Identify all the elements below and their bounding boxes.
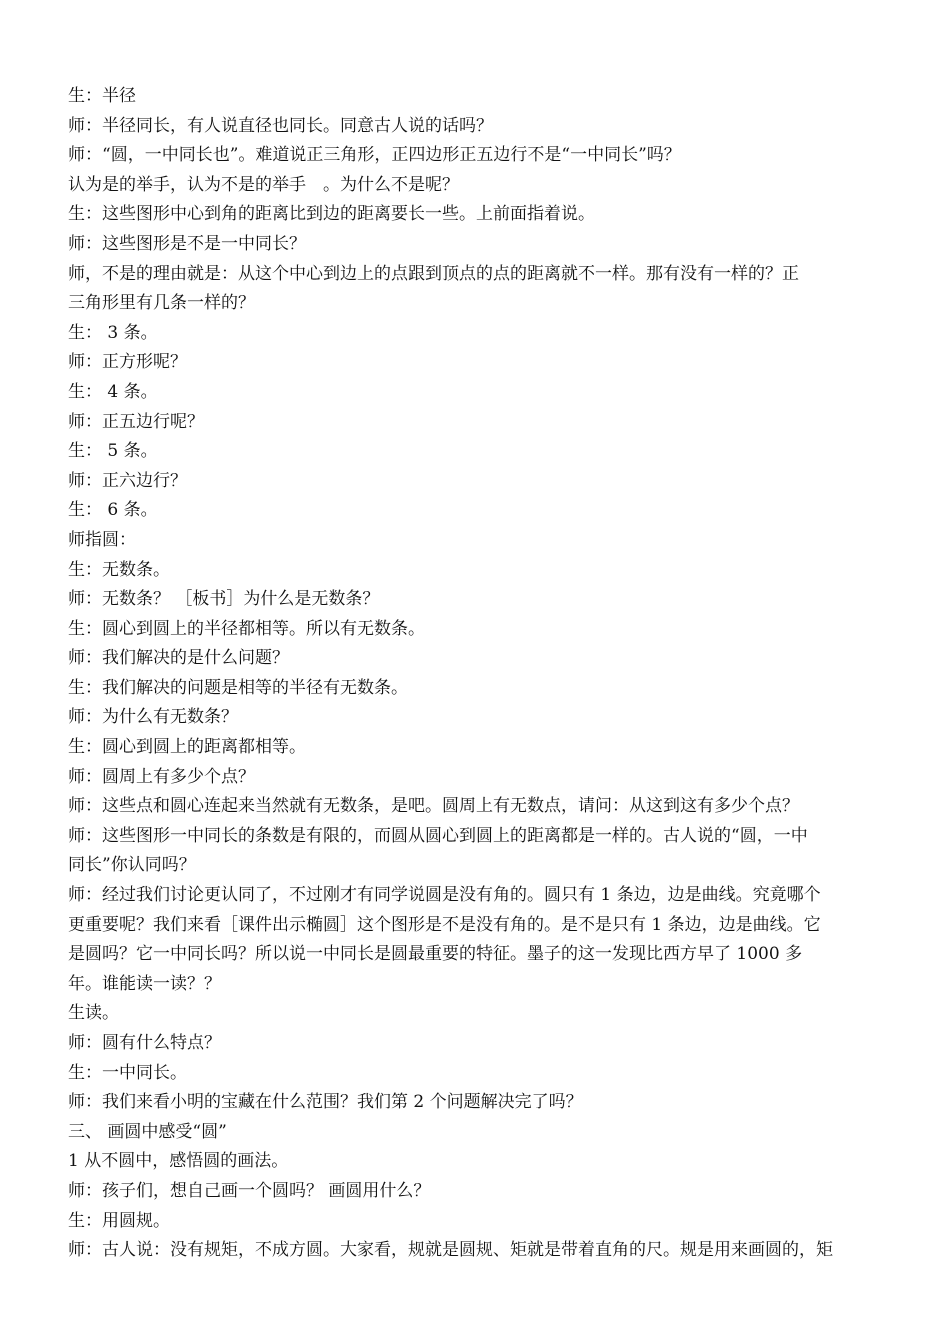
text-line: 1 从不圆中，感悟圆的画法。	[68, 1151, 289, 1172]
text-line: 生：这些图形中心到角的距离比到边的距离要长一些。上前面指着说。	[68, 204, 595, 225]
text-line: 师：无数条？ ［板书］为什么是无数条？	[68, 589, 380, 610]
text-line: 师：经过我们讨论更认同了，不过刚才有同学说圆是没有角的。圆只有 1 条边，边是曲线。究竟哪个	[68, 885, 821, 906]
text-line: 师：这些图形是不是一中同长？	[68, 233, 306, 254]
text-line: 师：为什么有无数条？	[68, 707, 238, 728]
text-line: 师：正六边行？	[68, 470, 187, 491]
text-line: 是圆吗？它一中同长吗？所以说一中同长是圆最重要的特征。墨子的这一发现比西方早了 1000 多	[68, 944, 803, 965]
text-line: 生：用圆规。	[68, 1210, 170, 1231]
text-line: 师：半径同长，有人说直径也同长。同意古人说的话吗？	[68, 115, 493, 136]
text-line: 生： 3 条。	[68, 322, 158, 343]
text-line: 生： 4 条。	[68, 381, 158, 402]
text-line: 认为是的举手，认为不是的举手 。为什么不是呢？	[68, 174, 459, 195]
text-line: 年。谁能读一读？？	[68, 973, 221, 994]
text-line: 师：“圆，一中同长也”。难道说正三角形，正四边形正五边行不是“一中同长”吗？	[68, 145, 681, 166]
text-line: 师：古人说：没有规矩，不成方圆。大家看，规就是圆规、矩就是带着直角的尺。规是用来画圆的，矩	[68, 1240, 833, 1261]
text-line: 师：这些图形一中同长的条数是有限的，而圆从圆心到圆上的距离都是一样的。古人说的“圆，一中	[68, 825, 808, 846]
text-line: 生：圆心到圆上的距离都相等。	[68, 737, 306, 758]
text-line: 师：圆周上有多少个点？	[68, 766, 255, 787]
text-line: 生读。	[68, 1003, 119, 1024]
text-line: 生：一中同长。	[68, 1062, 187, 1083]
text-line: 师：我们解决的是什么问题？	[68, 648, 289, 669]
text-line: 师：正五边行呢？	[68, 411, 204, 432]
section-heading: 三、 画圆中感受“圆”	[68, 1121, 227, 1142]
text-line: 师：我们来看小明的宝藏在什么范围？我们第 2 个问题解决完了吗？	[68, 1092, 583, 1113]
text-line: 生：圆心到圆上的半径都相等。所以有无数条。	[68, 618, 425, 639]
text-line: 生： 5 条。	[68, 441, 158, 462]
text-line: 师：孩子们，想自己画一个圆吗？ 画圆用什么？	[68, 1180, 431, 1201]
text-line: 更重要呢？我们来看［课件出示椭圆］这个图形是不是没有角的。是不是只有 1 条边，边是曲线。它	[68, 914, 821, 935]
text-line: 师：正方形呢？	[68, 352, 187, 373]
text-line: 生：半径	[68, 86, 136, 106]
text-line: 生：我们解决的问题是相等的半径有无数条。	[68, 677, 408, 698]
text-line: 生： 6 条。	[68, 500, 158, 521]
text-line: 师：这些点和圆心连起来当然就有无数条，是吧。圆周上有无数点，请问：从这到这有多少个点？	[68, 796, 799, 817]
document-page	[68, 82, 888, 1266]
text-line: 师指圆：	[68, 529, 136, 550]
text-line: 同长”你认同吗？	[68, 855, 196, 876]
text-line: 三角形里有几条一样的？	[68, 293, 255, 314]
text-line: 师：圆有什么特点？	[68, 1033, 221, 1053]
text-line: 生：无数条。	[68, 559, 170, 580]
text-line: 师，不是的理由就是：从这个中心到边上的点跟到顶点的点的距离就不一样。那有没有一样的？正	[68, 263, 799, 284]
